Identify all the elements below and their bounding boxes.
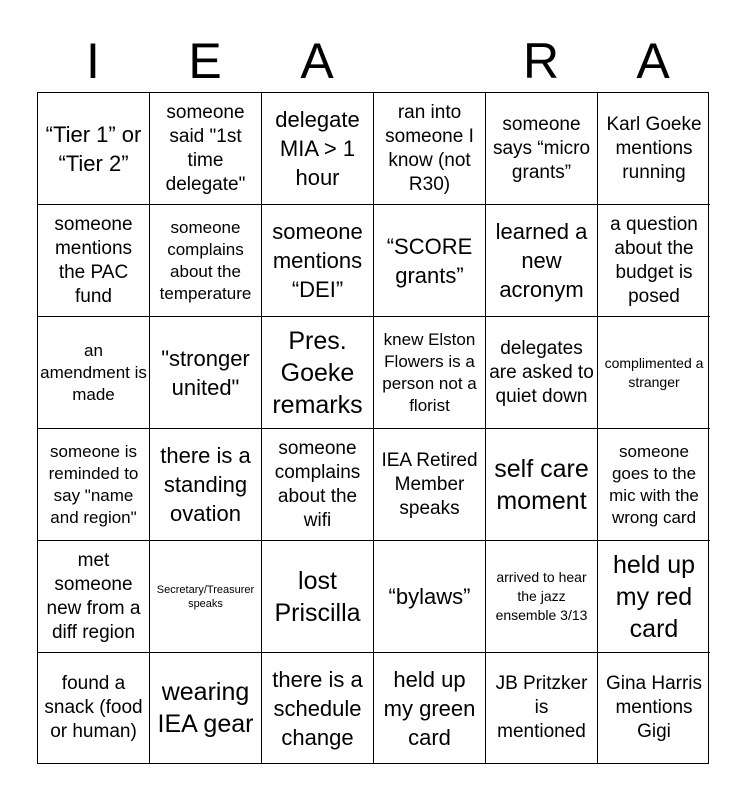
bingo-cell[interactable] — [262, 429, 374, 541]
header-letter-2: E — [188, 33, 222, 89]
cell-text: held up my red card — [612, 550, 696, 643]
bingo-cell[interactable] — [598, 93, 710, 205]
cell-text: someone complains about the temperature — [159, 217, 252, 303]
bingo-cell[interactable] — [486, 205, 598, 317]
cell-text: someone mentions “DEI” — [272, 219, 363, 302]
cell-text: met someone new from a diff region — [46, 549, 141, 643]
bingo-cell[interactable] — [150, 205, 262, 317]
bingo-cell[interactable] — [38, 93, 150, 205]
bingo-cell[interactable] — [38, 653, 150, 763]
bingo-cell[interactable] — [598, 653, 710, 763]
cell-text: IEA Retired Member speaks — [381, 449, 478, 519]
cell-text: complimented a stranger — [604, 354, 704, 390]
bingo-cell[interactable] — [150, 653, 262, 763]
bingo-cell[interactable] — [486, 541, 598, 653]
cell-text: Gina Harris mentions Gigi — [605, 673, 703, 742]
cell-text: found a snack (food or human) — [44, 673, 143, 742]
cell-text: someone said "1st time delegate" — [165, 101, 246, 195]
header-letter-1: I — [86, 33, 100, 89]
bingo-cell[interactable] — [262, 541, 374, 653]
cell-text: Pres. Goeke remarks — [272, 326, 363, 419]
cell-text: self care moment — [494, 454, 589, 515]
cell-text: arrived to hear the jazz ensemble 3/13 — [495, 569, 588, 623]
cell-text: delegate MIA > 1 hour — [275, 107, 360, 190]
bingo-header — [37, 30, 709, 92]
bingo-cell[interactable] — [38, 317, 150, 429]
bingo-cell[interactable] — [262, 93, 374, 205]
header-letter-4 — [373, 30, 485, 92]
bingo-cell[interactable] — [598, 541, 710, 653]
bingo-cell[interactable] — [38, 541, 150, 653]
cell-text: Karl Goeke mentions running — [606, 113, 702, 183]
bingo-cell[interactable] — [374, 653, 486, 763]
bingo-cell[interactable] — [598, 317, 710, 429]
bingo-cell[interactable] — [38, 429, 150, 541]
bingo-cell[interactable] — [150, 93, 262, 205]
cell-text: lost Priscilla — [274, 566, 361, 627]
cell-text: held up my green card — [383, 666, 476, 750]
bingo-cell[interactable] — [374, 93, 486, 205]
cell-text: “SCORE grants” — [386, 233, 473, 288]
bingo-cell[interactable] — [150, 429, 262, 541]
bingo-cell[interactable] — [374, 205, 486, 317]
cell-text: someone is reminded to say "name and region" — [48, 441, 139, 527]
cell-text: someone mentions the PAC fund — [54, 213, 133, 307]
cell-text: learned a new acronym — [495, 219, 588, 302]
cell-text: a question about the budget is posed — [610, 213, 698, 307]
bingo-cell[interactable] — [150, 541, 262, 653]
cell-text: ran into someone I know (not R30) — [385, 101, 474, 195]
cell-text: someone says “micro grants” — [492, 113, 591, 183]
bingo-cell[interactable] — [262, 653, 374, 763]
bingo-cell[interactable] — [374, 541, 486, 653]
cell-text: an amendment is made — [40, 340, 147, 404]
bingo-cell[interactable] — [262, 205, 374, 317]
bingo-cell[interactable] — [150, 317, 262, 429]
cell-text: JB Pritzker is mentioned — [495, 673, 588, 742]
cell-text: there is a schedule change — [272, 666, 363, 750]
bingo-board — [37, 92, 709, 764]
header-letter-6: A — [636, 33, 670, 89]
bingo-cell[interactable] — [486, 429, 598, 541]
cell-text: knew Elston Flowers is a person not a florist — [382, 329, 477, 415]
cell-text: someone goes to the mic with the wrong card — [609, 441, 699, 527]
bingo-cell[interactable] — [598, 429, 710, 541]
bingo-cell[interactable] — [374, 317, 486, 429]
cell-text: Secretary/Treasurer speaks — [156, 583, 255, 610]
header-letter-5: R — [522, 33, 560, 89]
cell-text: “Tier 1” or “Tier 2” — [45, 121, 142, 176]
bingo-cell[interactable] — [598, 205, 710, 317]
cell-text: delegates are asked to quiet down — [489, 337, 594, 407]
cell-text: someone complains about the wifi — [274, 437, 361, 531]
bingo-cell[interactable] — [486, 653, 598, 763]
bingo-cell[interactable] — [486, 93, 598, 205]
cell-text: “bylaws” — [388, 584, 471, 609]
header-letter-3: A — [300, 33, 334, 89]
cell-text: there is a standing ovation — [160, 443, 251, 526]
cell-text: wearing IEA gear — [157, 678, 254, 738]
bingo-cell[interactable] — [262, 317, 374, 429]
cell-text: "stronger united" — [161, 345, 250, 400]
bingo-cell[interactable] — [374, 429, 486, 541]
bingo-cell[interactable] — [486, 317, 598, 429]
bingo-cell[interactable] — [38, 205, 150, 317]
